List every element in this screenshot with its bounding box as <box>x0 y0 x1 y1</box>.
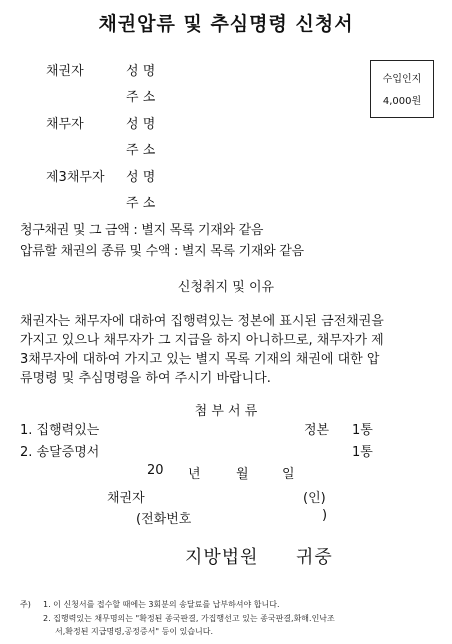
seizure-line: 압류할 채권의 종류 및 수액 : 별지 목록 기재와 같음 <box>20 244 304 259</box>
date-day-unit: 일 <box>282 467 295 482</box>
stamp-label: 수입인지 <box>382 74 422 85</box>
third-debtor-label: 제3채무자 <box>46 170 105 185</box>
court-name: 지방법원 <box>185 547 259 568</box>
creditor-label: 채권자 <box>46 64 84 79</box>
notes-marker: 주) <box>20 600 31 609</box>
document-title: 채권압류 및 추심명령 신청서 <box>98 13 354 35</box>
attachment-item-1-count: 1통 <box>352 423 373 438</box>
phone-label: (전화번호 <box>136 512 192 527</box>
attachments-title: 첨 부 서 류 <box>194 404 258 419</box>
attachment-item-1-kind: 정본 <box>304 423 330 438</box>
revenue-stamp-box <box>370 60 434 118</box>
date-month-unit: 월 <box>236 467 249 482</box>
debtor-name-label: 성 명 <box>126 117 156 132</box>
body-line-1: 채권자는 채무자에 대하여 집행력있는 정본에 표시된 금전채권을 <box>20 314 384 329</box>
body-line-2: 가지고 있으나 채무자가 그 지급을 하지 아니하므로, 채무자가 제 <box>20 333 384 348</box>
date-year-unit: 년 <box>188 467 201 482</box>
attachment-item-2-count: 1통 <box>352 445 373 460</box>
note-2-line-2: 서,확정된 지급명령,공정증서" 등이 있습니다. <box>55 627 214 636</box>
seal-mark: (인) <box>303 491 326 506</box>
creditor-name-label: 성 명 <box>126 64 156 79</box>
note-2-line-1: 2. 집행력있는 채무명의는 "확정된 종국판결, 가집행선고 있는 종국판결,화해.인낙조 <box>43 614 335 623</box>
debtor-address-label: 주 소 <box>126 143 156 158</box>
phone-close: ) <box>322 508 328 523</box>
creditor-address-label: 주 소 <box>126 90 156 105</box>
body-line-4: 류명령 및 추심명령을 하여 주시기 바랍니다. <box>20 371 271 386</box>
attachment-item-1-label: 1. 집행력있는 <box>20 423 100 438</box>
body-line-3: 3채무자에 대하여 가지고 있는 별지 목록 기재의 채권에 대한 압 <box>20 352 380 367</box>
signer-label: 채권자 <box>107 491 145 506</box>
stamp-amount: 4,000원 <box>382 96 422 107</box>
note-1: 1. 이 신청서를 접수할 때에는 3회분의 송달료를 납부하셔야 합니다. <box>43 600 280 609</box>
third-debtor-name-label: 성 명 <box>126 170 156 185</box>
section-title: 신청취지 및 이유 <box>177 280 275 295</box>
third-debtor-address-label: 주 소 <box>126 196 156 211</box>
claim-line: 청구채권 및 그 금액 : 별지 목록 기재와 같음 <box>20 223 264 238</box>
attachment-item-2-label: 2. 송달증명서 <box>20 445 100 460</box>
debtor-label: 채무자 <box>46 117 84 132</box>
court-suffix: 귀중 <box>296 547 333 568</box>
date-year: 20 <box>147 463 164 478</box>
